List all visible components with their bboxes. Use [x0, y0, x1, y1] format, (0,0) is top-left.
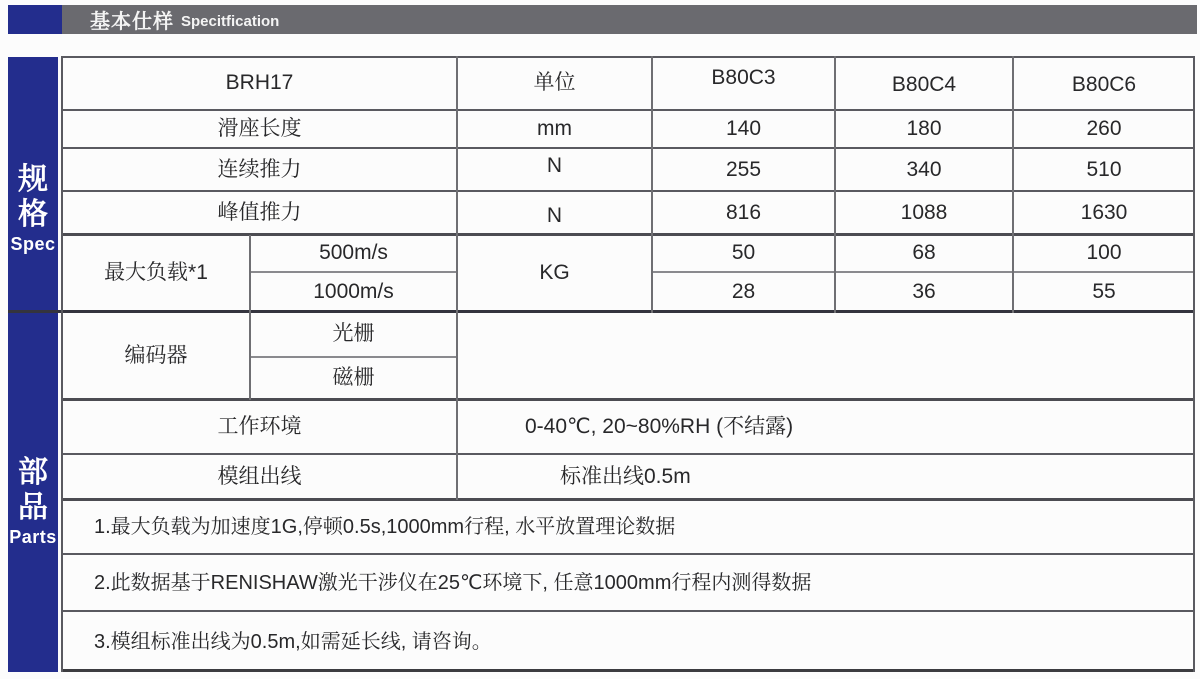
- sidebar-parts-char-2: 品: [18, 491, 48, 524]
- sidebar-parts-label: [8, 455, 58, 549]
- sidebar-parts-char-1: 部: [18, 456, 48, 489]
- grid-line: [61, 56, 63, 672]
- value-environment: 0-40℃, 20~80%RH (不结露): [525, 415, 794, 439]
- value-peak-thrust-b80c4: 1088: [900, 201, 948, 225]
- row-unit-max-load: KG: [539, 261, 570, 285]
- value-max-load-1000-b80c4: 36: [912, 279, 936, 303]
- grid-line: [62, 398, 1195, 401]
- value-slide-length-b80c4: 180: [906, 116, 942, 140]
- sub-label-1000ms: 1000m/s: [313, 279, 394, 303]
- sidebar-spec-label: [8, 162, 58, 256]
- row-label-encoder: 编码器: [124, 343, 188, 367]
- grid-line: [250, 356, 457, 358]
- row-label-peak-thrust: 峰值推力: [217, 201, 302, 225]
- row-unit-peak-thrust: N: [546, 204, 563, 228]
- note-3: 3.模组标准出线为0.5m,如需延长线, 请咨询。: [94, 630, 492, 653]
- value-cable: 标准出线0.5m: [560, 465, 691, 489]
- header-accent-block: [8, 5, 62, 34]
- value-max-load-500-b80c4: 68: [912, 241, 936, 265]
- grid-line: [834, 56, 836, 313]
- value-slide-length-b80c6: 260: [1086, 116, 1122, 140]
- value-peak-thrust-b80c6: 1630: [1080, 201, 1128, 225]
- grid-line: [62, 553, 1195, 555]
- sub-label-500ms: 500m/s: [319, 241, 388, 265]
- grid-line: [250, 271, 457, 273]
- cell-unit-header: 单位: [533, 71, 576, 95]
- sidebar-column: [8, 57, 58, 672]
- grid-line: [62, 498, 1195, 501]
- value-cont-thrust-b80c6: 510: [1086, 157, 1122, 181]
- grid-line: [249, 235, 251, 400]
- row-label-max-load: 最大负载*1: [104, 261, 208, 285]
- row-label-cont-thrust: 连续推力: [217, 157, 302, 181]
- value-max-load-500-b80c3: 50: [731, 241, 756, 265]
- grid-line: [62, 453, 1195, 455]
- value-cont-thrust-b80c4: 340: [906, 157, 942, 181]
- row-label-slide-length: 滑座长度: [217, 116, 302, 140]
- row-unit-cont-thrust: N: [546, 153, 563, 177]
- grid-line: [1193, 56, 1195, 672]
- row-unit-slide-length: mm: [537, 116, 572, 140]
- grid-line: [62, 233, 1195, 236]
- grid-line: [62, 147, 1195, 149]
- encoder-option-magnetic: 磁栅: [332, 366, 375, 390]
- grid-line: [62, 190, 1195, 192]
- col-header-b80c6: B80C6: [1071, 73, 1137, 97]
- grid-line: [62, 610, 1195, 612]
- grid-line: [62, 669, 1195, 672]
- grid-line: [456, 56, 458, 500]
- value-slide-length-b80c3: 140: [725, 116, 762, 140]
- grid-line: [1012, 56, 1014, 313]
- sidebar-spec-char-1: 规: [18, 163, 48, 196]
- value-max-load-1000-b80c3: 28: [731, 279, 756, 303]
- value-cont-thrust-b80c3: 255: [725, 157, 762, 181]
- note-1: 1.最大负载为加速度1G,停顿0.5s,1000mm行程, 水平放置理论数据: [94, 516, 676, 538]
- value-max-load-1000-b80c6: 55: [1092, 279, 1116, 303]
- sidebar-spec-char-2: 格: [18, 198, 48, 231]
- grid-line: [8, 310, 1195, 313]
- section-title: [90, 5, 279, 34]
- grid-line: [652, 271, 1195, 273]
- value-peak-thrust-b80c3: 816: [725, 201, 762, 225]
- encoder-option-optical: 光栅: [332, 322, 375, 346]
- grid-line: [651, 56, 653, 313]
- grid-line: [62, 56, 1195, 58]
- note-2: 2.此数据基于RENISHAW激光干涉仪在25℃环境下, 任意1000mm行程内测得数据: [94, 572, 812, 594]
- grid-line: [62, 109, 1195, 111]
- section-title-cn: 基本仕样: [90, 11, 174, 33]
- cell-model: BRH17: [225, 71, 294, 95]
- col-header-b80c4: B80C4: [891, 73, 957, 97]
- sidebar-parts-en: Parts: [9, 527, 57, 547]
- col-header-b80c3: B80C3: [711, 66, 776, 90]
- sidebar-spec-en: Spec: [10, 234, 56, 254]
- value-max-load-500-b80c6: 100: [1086, 241, 1122, 265]
- section-title-en: Specitfication: [181, 13, 280, 30]
- row-label-environment: 工作环境: [217, 415, 302, 439]
- row-label-cable: 模组出线: [217, 465, 302, 489]
